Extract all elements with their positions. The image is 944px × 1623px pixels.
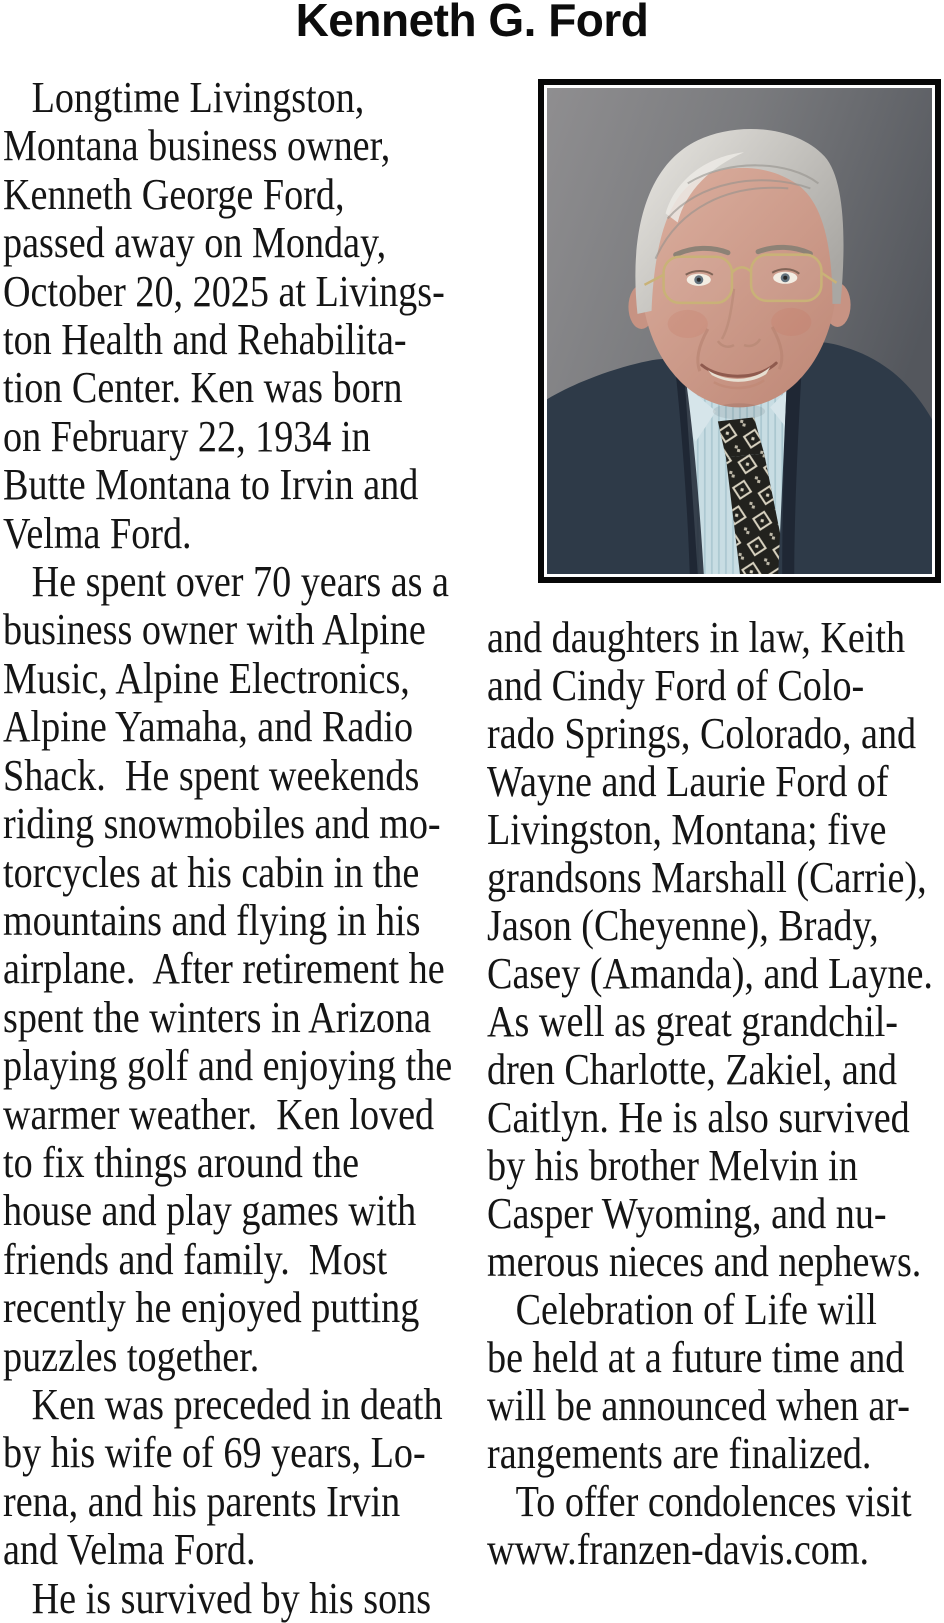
portrait-photo-frame: [538, 79, 941, 583]
text-line: spent the winters in Arizona: [3, 992, 432, 1042]
text-line: to fix things around the: [3, 1137, 359, 1187]
text-line: dren Charlotte, Zakiel, and: [487, 1045, 897, 1094]
text-line: torcycles at his cabin in the: [3, 847, 420, 897]
text-line: www.franzen-davis.com.: [487, 1525, 870, 1574]
text-line: Montana business owner,: [3, 121, 391, 171]
obituary-left-column: [3, 74, 541, 1623]
text-line: ton Health and Rehabilita-: [3, 315, 407, 365]
text-line: passed away on Monday,: [3, 218, 387, 268]
text-line: rena, and his parents Irvin: [3, 1476, 401, 1526]
text-line: playing golf and enjoying the: [3, 1041, 453, 1091]
text-line: Velma Ford.: [3, 508, 192, 558]
text-line: Jason (Cheyenne), Brady,: [487, 901, 879, 950]
text-line: rangements are finalized.: [487, 1429, 872, 1478]
text-line: rado Springs, Colorado, and: [487, 709, 917, 758]
text-line: mountains and flying in his: [3, 895, 421, 945]
text-line: Casper Wyoming, and nu-: [487, 1189, 887, 1238]
text-line: house and play games with: [3, 1186, 417, 1236]
text-line: Kenneth George Ford,: [3, 169, 345, 219]
text-line: tion Center. Ken was born: [3, 363, 403, 413]
portrait-cheek-left: [668, 310, 708, 338]
portrait-suit-left: [547, 359, 698, 574]
text-line: Alpine Yamaha, and Radio: [3, 702, 414, 752]
text-line: Casey (Amanda), and Layne.: [487, 949, 933, 998]
text-line: will be announced when ar-: [487, 1381, 910, 1430]
text-line: Shack. He spent weekends: [3, 750, 420, 800]
text-line: and Cindy Ford of Colo-: [487, 661, 865, 710]
text-line: Longtime Livingston,: [31, 73, 365, 122]
text-line: airplane. After retirement he: [3, 944, 445, 994]
text-line: Music, Alpine Electronics,: [3, 653, 410, 703]
portrait-chin-shadow: [713, 403, 765, 419]
text-line: by his wife of 69 years, Lo-: [3, 1428, 426, 1478]
text-line: He spent over 70 years as a: [31, 557, 449, 607]
text-line: business owner with Alpine: [3, 605, 426, 655]
text-line: puzzles together.: [3, 1331, 260, 1381]
text-line: recently he enjoyed putting: [3, 1283, 420, 1333]
text-line: merous nieces and nephews.: [487, 1237, 922, 1286]
portrait-photo: [547, 88, 932, 574]
text-line: and Velma Ford.: [3, 1525, 256, 1575]
text-line: To offer condolences visit: [515, 1477, 912, 1526]
text-line: be held at a future time and: [487, 1333, 905, 1382]
text-line: riding snowmobiles and mo-: [3, 799, 441, 849]
text-line: Caitlyn. He is also survived: [487, 1093, 910, 1142]
text-line: on February 22, 1934 in: [3, 411, 371, 461]
text-line: Wayne and Laurie Ford of: [487, 757, 889, 806]
obituary-title: Kenneth G. Ford: [295, 0, 649, 46]
portrait-cheek-right: [771, 308, 811, 336]
text-line: friends and family. Most: [3, 1234, 388, 1284]
text-line: Celebration of Life will: [515, 1285, 877, 1334]
text-line: and daughters in law, Keith: [487, 613, 906, 662]
text-line: Ken was preceded in death: [31, 1379, 443, 1429]
text-line: warmer weather. Ken loved: [3, 1089, 435, 1139]
text-line: He is survived by his sons: [31, 1573, 432, 1623]
text-line: by his brother Melvin in: [487, 1141, 858, 1190]
text-line: October 20, 2025 at Livings-: [3, 266, 445, 316]
text-line: grandsons Marshall (Carrie),: [487, 853, 927, 902]
text-line: Livingston, Montana; five: [487, 805, 887, 854]
text-line: Butte Montana to Irvin and: [3, 460, 419, 510]
obituary-right-column: [487, 614, 944, 1574]
text-line: As well as great grandchil-: [487, 997, 899, 1046]
